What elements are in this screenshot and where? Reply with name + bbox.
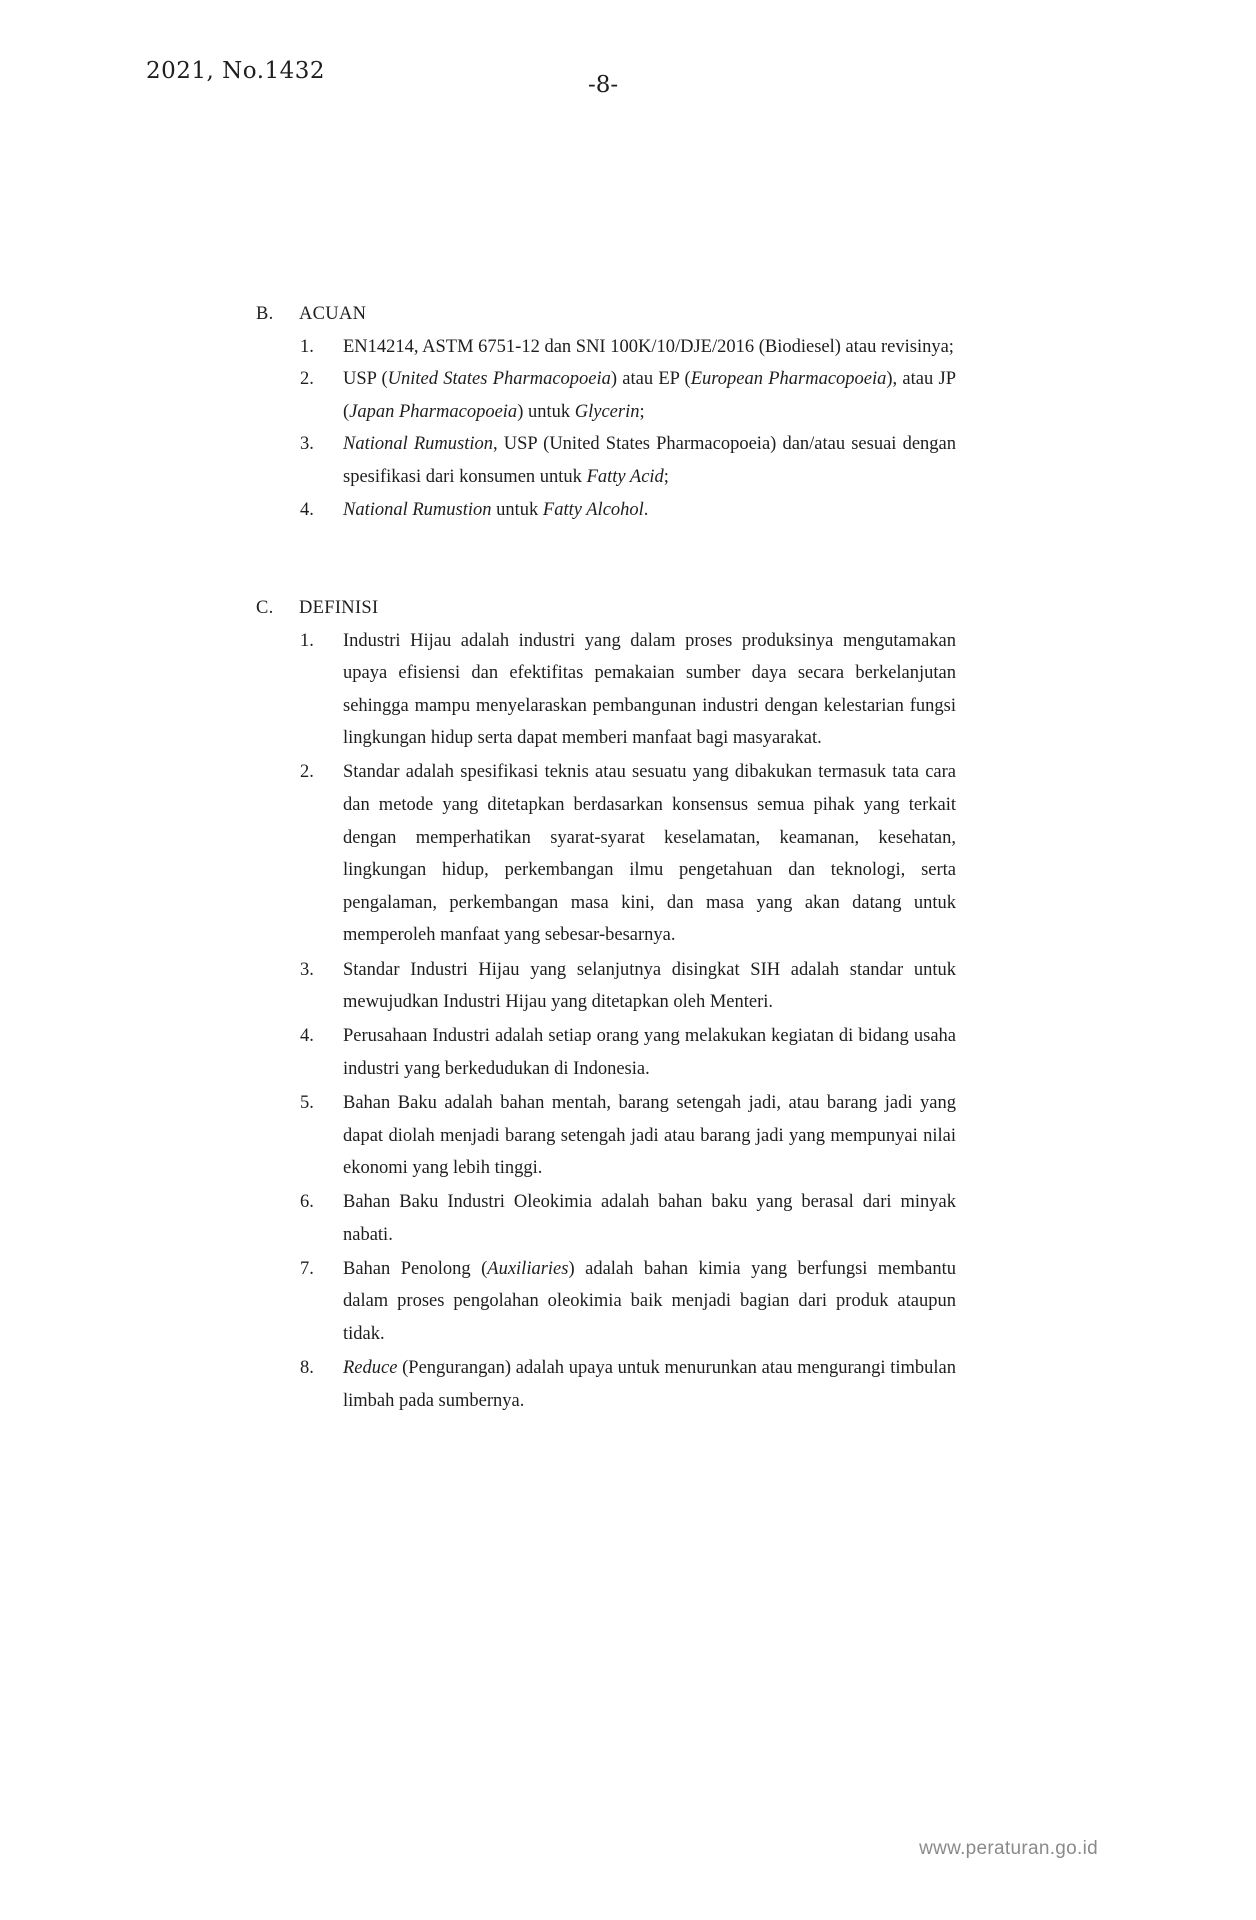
item-number: 1. (300, 630, 314, 651)
list-item (256, 756, 956, 952)
item-text: Standar adalah spesifikasi teknis atau sesuatu yang dibakukan termasuk tata cara dan metode yang ditetapkan berdasarkan konsensus semua pihak yang terkait dengan memperhatikan syarat-syarat keselamatan, keamanan, kesehatan, lingkungan hidup, perkembangan ilmu pengetahuan dan teknologi, serta pengalaman, perkembangan masa kini, dan masa yang akan datang untuk memperoleh manfaat yang sebesar-besarnya. (343, 762, 956, 946)
item-text: Standar Industri Hijau yang selanjutnya disingkat SIH adalah standar untuk mewujudkan Industri Hijau yang ditetapkan oleh Menteri. (343, 959, 956, 1013)
item-number: 7. (300, 1258, 314, 1279)
section-heading (256, 592, 956, 625)
item-text: Industri Hijau adalah industri yang dalam proses produksinya mengutamakan upaya efisiensi dan efektifitas pemakaian sumber daya secara berkelanjutan sehingga mampu menyelaraskan pembangunan industri dengan kelestarian fungsi lingkungan hidup serta dapat memberi manfaat bagi masyarakat. (343, 630, 956, 749)
section-heading (256, 298, 956, 331)
item-number: 4. (300, 499, 314, 520)
item-text: Bahan Baku Industri Oleokimia adalah bahan baku yang berasal dari minyak nabati. (343, 1192, 956, 1245)
item-number: 4. (300, 1026, 314, 1047)
definisi-list (256, 625, 956, 1418)
list-item (256, 1087, 956, 1185)
list-item (256, 1020, 956, 1085)
section-title: DEFINISI (299, 598, 379, 618)
item-number: 5. (300, 1092, 314, 1113)
item-text: USP (United States Pharmacopoeia) atau EP (European Pharmacopoeia), atau JP (Japan Pharmacopoeia) untuk Glycerin; (343, 369, 956, 422)
list-item (256, 428, 956, 493)
section-acuan (256, 298, 956, 526)
item-text: Perusahaan Industri adalah setiap orang yang melakukan kegiatan di bidang usaha industri yang berkedudukan di Indonesia. (343, 1026, 956, 1079)
section-definisi (256, 592, 956, 1419)
document-reference: 2021, No.1432 (146, 58, 326, 84)
list-item (256, 625, 956, 755)
item-text: EN14214, ASTM 6751-12 dan SNI 100K/10/DJE/2016 (Biodiesel) atau revisinya; (343, 336, 954, 357)
page-number: -8- (588, 72, 619, 98)
source-watermark: www.peraturan.go.id (919, 1838, 1098, 1859)
item-text: Bahan Penolong (Auxiliaries) adalah bahan kimia yang berfungsi membantu dalam proses pengolahan oleokimia baik menjadi bagian dari produk ataupun tidak. (343, 1258, 957, 1345)
item-text: Bahan Baku adalah bahan mentah, barang setengah jadi, atau barang jadi yang dapat diolah menjadi barang setengah jadi atau barang jadi yang mempunyai nilai ekonomi yang lebih tinggi. (343, 1092, 956, 1179)
item-number: 6. (300, 1192, 314, 1213)
item-text: National Rumustion untuk Fatty Alcohol. (343, 499, 649, 520)
list-item (256, 331, 956, 364)
section-letter: B. (256, 304, 274, 324)
list-item (256, 1253, 956, 1351)
list-item (256, 363, 956, 428)
item-number: 3. (300, 959, 314, 980)
item-number: 2. (300, 369, 314, 390)
item-text: Reduce (Pengurangan) adalah upaya untuk menurunkan atau mengurangi timbulan limbah pada sumbernya. (343, 1358, 956, 1411)
item-text: National Rumustion, USP (United States Pharmacopoeia) dan/atau sesuai dengan spesifikasi dari konsumen untuk Fatty Acid; (343, 434, 956, 487)
item-number: 1. (300, 336, 314, 357)
section-letter: C. (256, 598, 274, 618)
item-number: 2. (300, 762, 314, 783)
section-title: ACUAN (299, 304, 367, 324)
item-number: 8. (300, 1358, 314, 1379)
list-item (256, 494, 956, 527)
item-number: 3. (300, 434, 314, 455)
acuan-list (256, 331, 956, 527)
list-item (256, 1186, 956, 1251)
list-item (256, 1352, 956, 1417)
list-item (256, 954, 956, 1019)
